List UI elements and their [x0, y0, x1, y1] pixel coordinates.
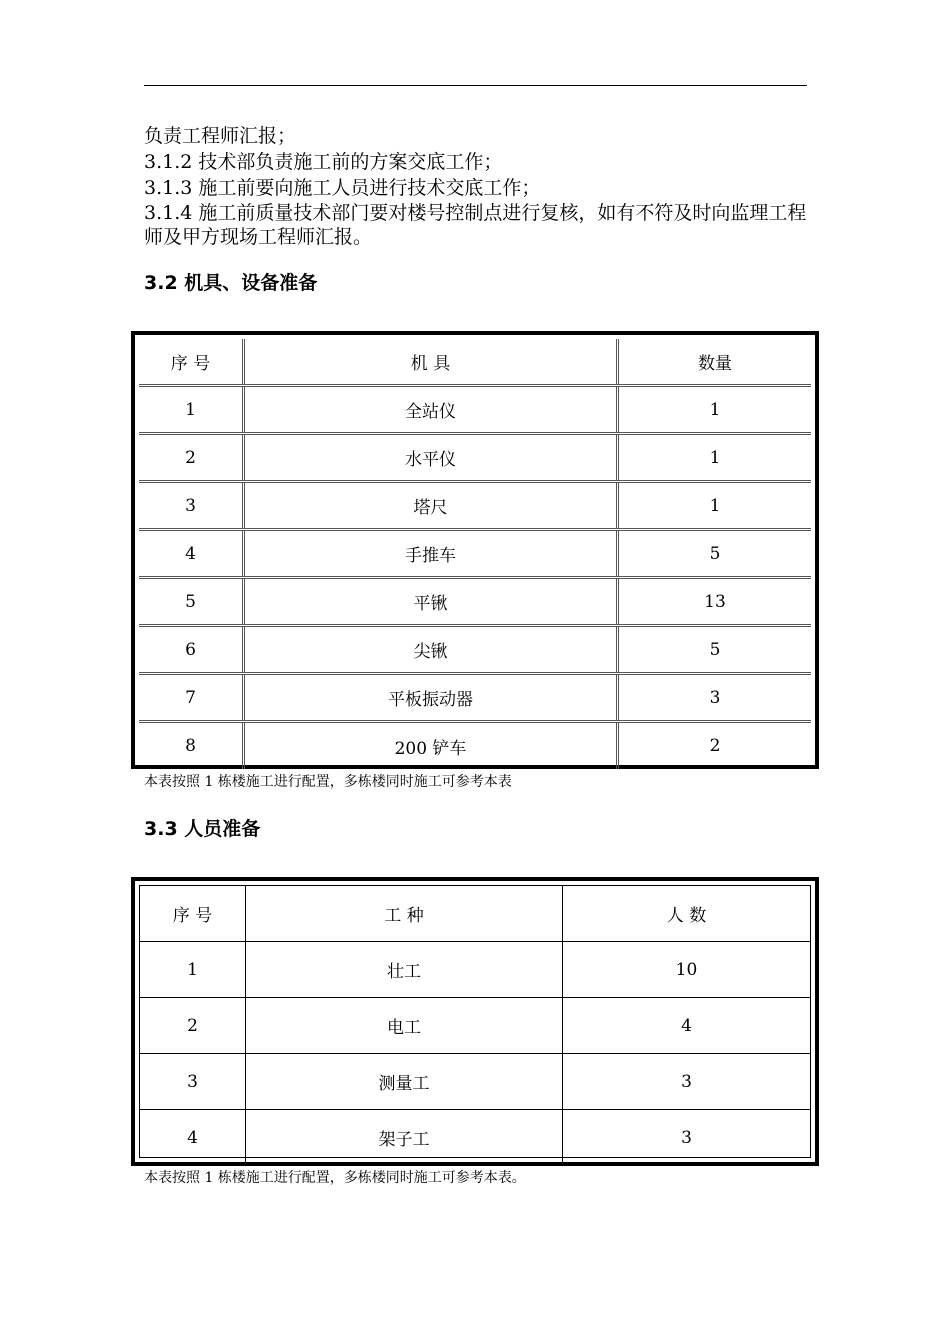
- row-trade: 壮工: [246, 942, 563, 997]
- row-quantity: 13: [704, 591, 726, 612]
- row-quantity: 1: [709, 399, 721, 420]
- row-quantity: 2: [709, 736, 721, 756]
- table-header-row: [140, 886, 810, 942]
- row-index: 6: [139, 627, 245, 672]
- row-tool: 水平仪: [245, 435, 619, 480]
- row-quantity: 5: [709, 543, 721, 564]
- row-index: 5: [139, 579, 245, 624]
- row-tool: 尖锹: [245, 627, 619, 672]
- header-index: 序 号: [140, 886, 246, 941]
- paragraph-3-1-2: 3.1.2 技术部负责施工前的方案交底工作；: [144, 151, 503, 173]
- table-row: [140, 998, 810, 1054]
- row-quantity: 5: [709, 639, 721, 660]
- row-index: 3: [140, 1054, 246, 1109]
- header-index: 序 号: [139, 339, 245, 384]
- row-tool: 200 铲车: [245, 723, 619, 769]
- table-row: [140, 1054, 810, 1110]
- table-row: [140, 942, 810, 998]
- table-row: [139, 579, 811, 627]
- row-index: 1: [140, 942, 246, 997]
- table-row: [139, 387, 811, 435]
- row-index: 3: [139, 483, 245, 528]
- table-row: [139, 531, 811, 579]
- row-tool: 平锹: [245, 579, 619, 624]
- equipment-table-note: 本表按照 1 栋楼施工进行配置，多栋楼同时施工可参考本表: [144, 774, 512, 790]
- row-index: 1: [139, 387, 245, 432]
- row-quantity: 1: [709, 495, 721, 516]
- paragraph-report: 负责工程师汇报；: [144, 125, 297, 147]
- header-rule: [144, 85, 807, 86]
- row-tool: 塔尺: [245, 483, 619, 528]
- row-tool: 全站仪: [245, 387, 619, 432]
- row-index: 2: [140, 998, 246, 1053]
- row-index: 2: [139, 435, 245, 480]
- table-row: [139, 483, 811, 531]
- row-index: 4: [140, 1110, 246, 1165]
- header-headcount: 人 数: [666, 906, 707, 926]
- row-trade: 测量工: [246, 1054, 563, 1109]
- header-tool: 机 具: [245, 339, 619, 384]
- table-row: [139, 435, 811, 483]
- row-quantity: 3: [709, 687, 721, 708]
- row-index: 7: [139, 675, 245, 720]
- table-row: [139, 675, 811, 723]
- row-headcount: 3: [681, 1071, 692, 1092]
- personnel-table: [131, 877, 819, 1166]
- paragraph-3-1-4: 3.1.4 施工前质量技术部门要对楼号控制点进行复核，如有不符及时向监理工程师及甲方现场工程师汇报。: [144, 202, 807, 248]
- table-header-row: [139, 339, 811, 387]
- row-trade: 架子工: [246, 1110, 563, 1165]
- header-quantity: 数量: [698, 354, 732, 374]
- row-quantity: 1: [709, 447, 721, 468]
- row-tool: 手推车: [245, 531, 619, 576]
- header-trade: 工 种: [246, 886, 563, 941]
- row-trade: 电工: [246, 998, 563, 1053]
- paragraph-3-1-3: 3.1.3 施工前要向施工人员进行技术交底工作；: [144, 177, 541, 199]
- row-tool: 平板振动器: [245, 675, 619, 720]
- row-headcount: 4: [681, 1015, 692, 1036]
- table-row: [139, 723, 811, 769]
- row-headcount: 10: [675, 959, 698, 980]
- heading-equipment: 3.2 机具、设备准备: [144, 272, 318, 294]
- row-index: 8: [139, 723, 245, 769]
- table-row: [139, 627, 811, 675]
- row-index: 4: [139, 531, 245, 576]
- heading-personnel: 3.3 人员准备: [144, 818, 261, 840]
- table-row: [140, 1110, 810, 1165]
- equipment-table: [131, 331, 819, 769]
- row-headcount: 3: [681, 1127, 692, 1148]
- personnel-table-note: 本表按照 1 栋楼施工进行配置，多栋楼同时施工可参考本表。: [144, 1170, 526, 1186]
